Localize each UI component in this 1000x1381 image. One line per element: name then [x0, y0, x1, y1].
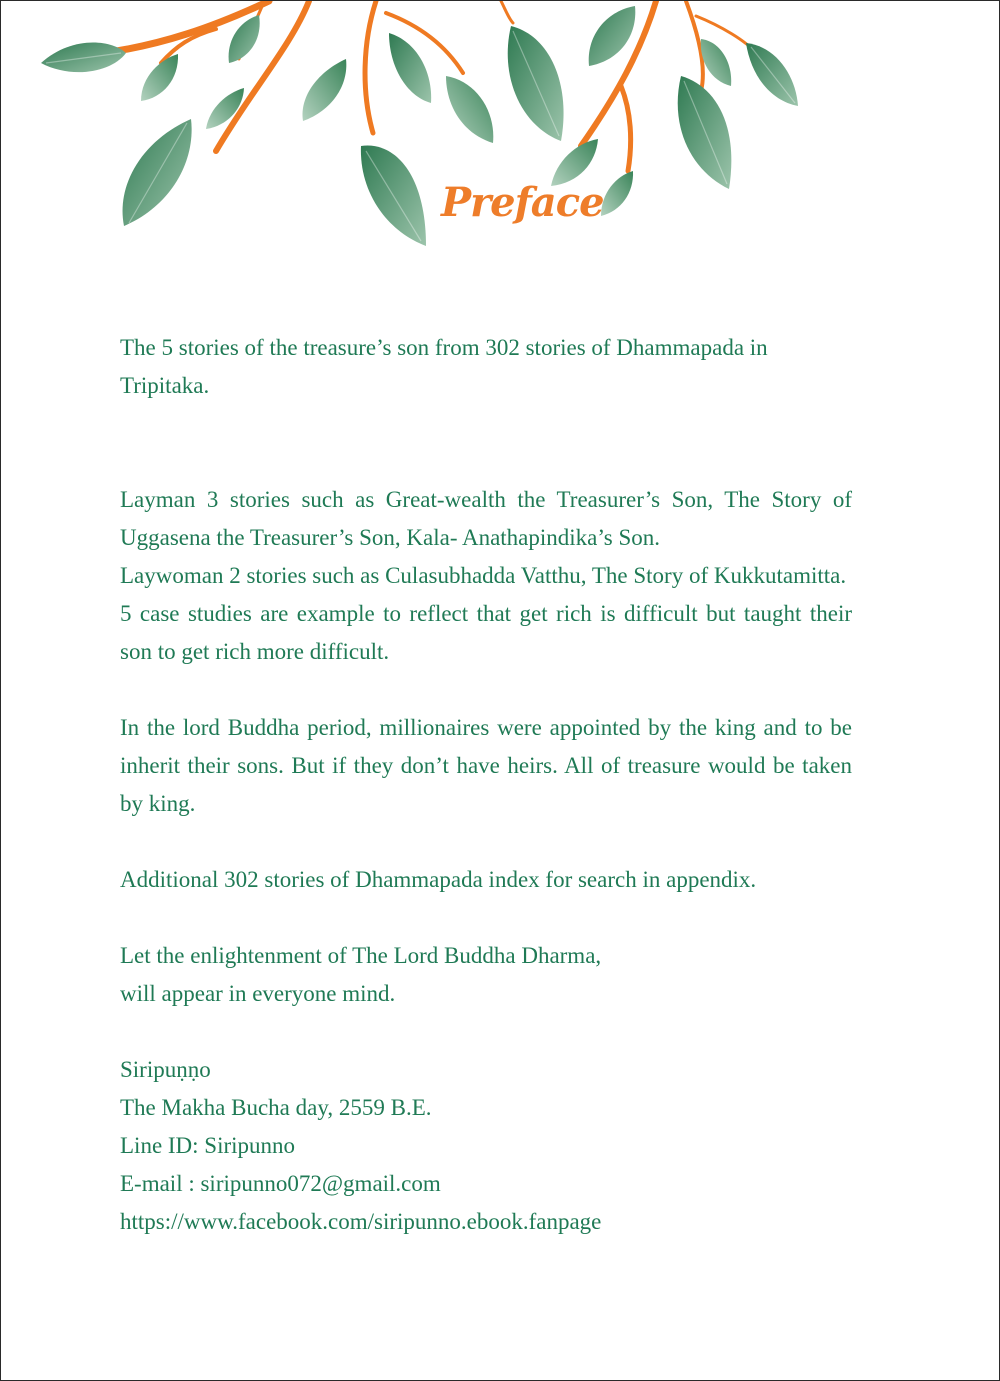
- laywoman-paragraph: Laywoman 2 stories such as Culasubhadda Vatthu, The Story of Kukkutamitta.: [120, 563, 847, 588]
- preface-body: [120, 329, 852, 1241]
- line-id: Line ID: Siripunno: [120, 1133, 296, 1158]
- page-title: Preface: [441, 179, 604, 226]
- additional-paragraph: Additional 302 stories of Dhammapada index for search in appendix.: [120, 867, 757, 892]
- buddha-period-paragraph: In the lord Buddha period, millionaires were appointed by the king and to be inherit their sons. But if they don’t have heirs. All of treasure would be taken by king.: [120, 715, 852, 816]
- signature-date: The Makha Bucha day, 2559 B.E.: [120, 1095, 432, 1120]
- author-name: Siripuṇṇo: [120, 1057, 211, 1082]
- layman-paragraph: Layman 3 stories such as Great-wealth the Treasurer’s Son, The Story of Uggasena the Treasurer’s Son, Kala- Anathapindika’s Son.: [120, 487, 852, 550]
- email-address: E-mail : siripunno072@gmail.com: [120, 1171, 441, 1196]
- case-studies-paragraph: 5 case studies are example to reflect that get rich is difficult but taught their son to get rich more difficult.: [120, 601, 852, 664]
- intro-paragraph: The 5 stories of the treasure’s son from 302 stories of Dhammapada in Tripitaka.: [120, 335, 768, 398]
- facebook-link: https://www.facebook.com/siripunno.ebook.fanpage: [120, 1209, 602, 1234]
- blessing-line-1: Let the enlightenment of The Lord Buddha Dharma,: [120, 943, 602, 968]
- blessing-line-2: will appear in everyone mind.: [120, 981, 396, 1006]
